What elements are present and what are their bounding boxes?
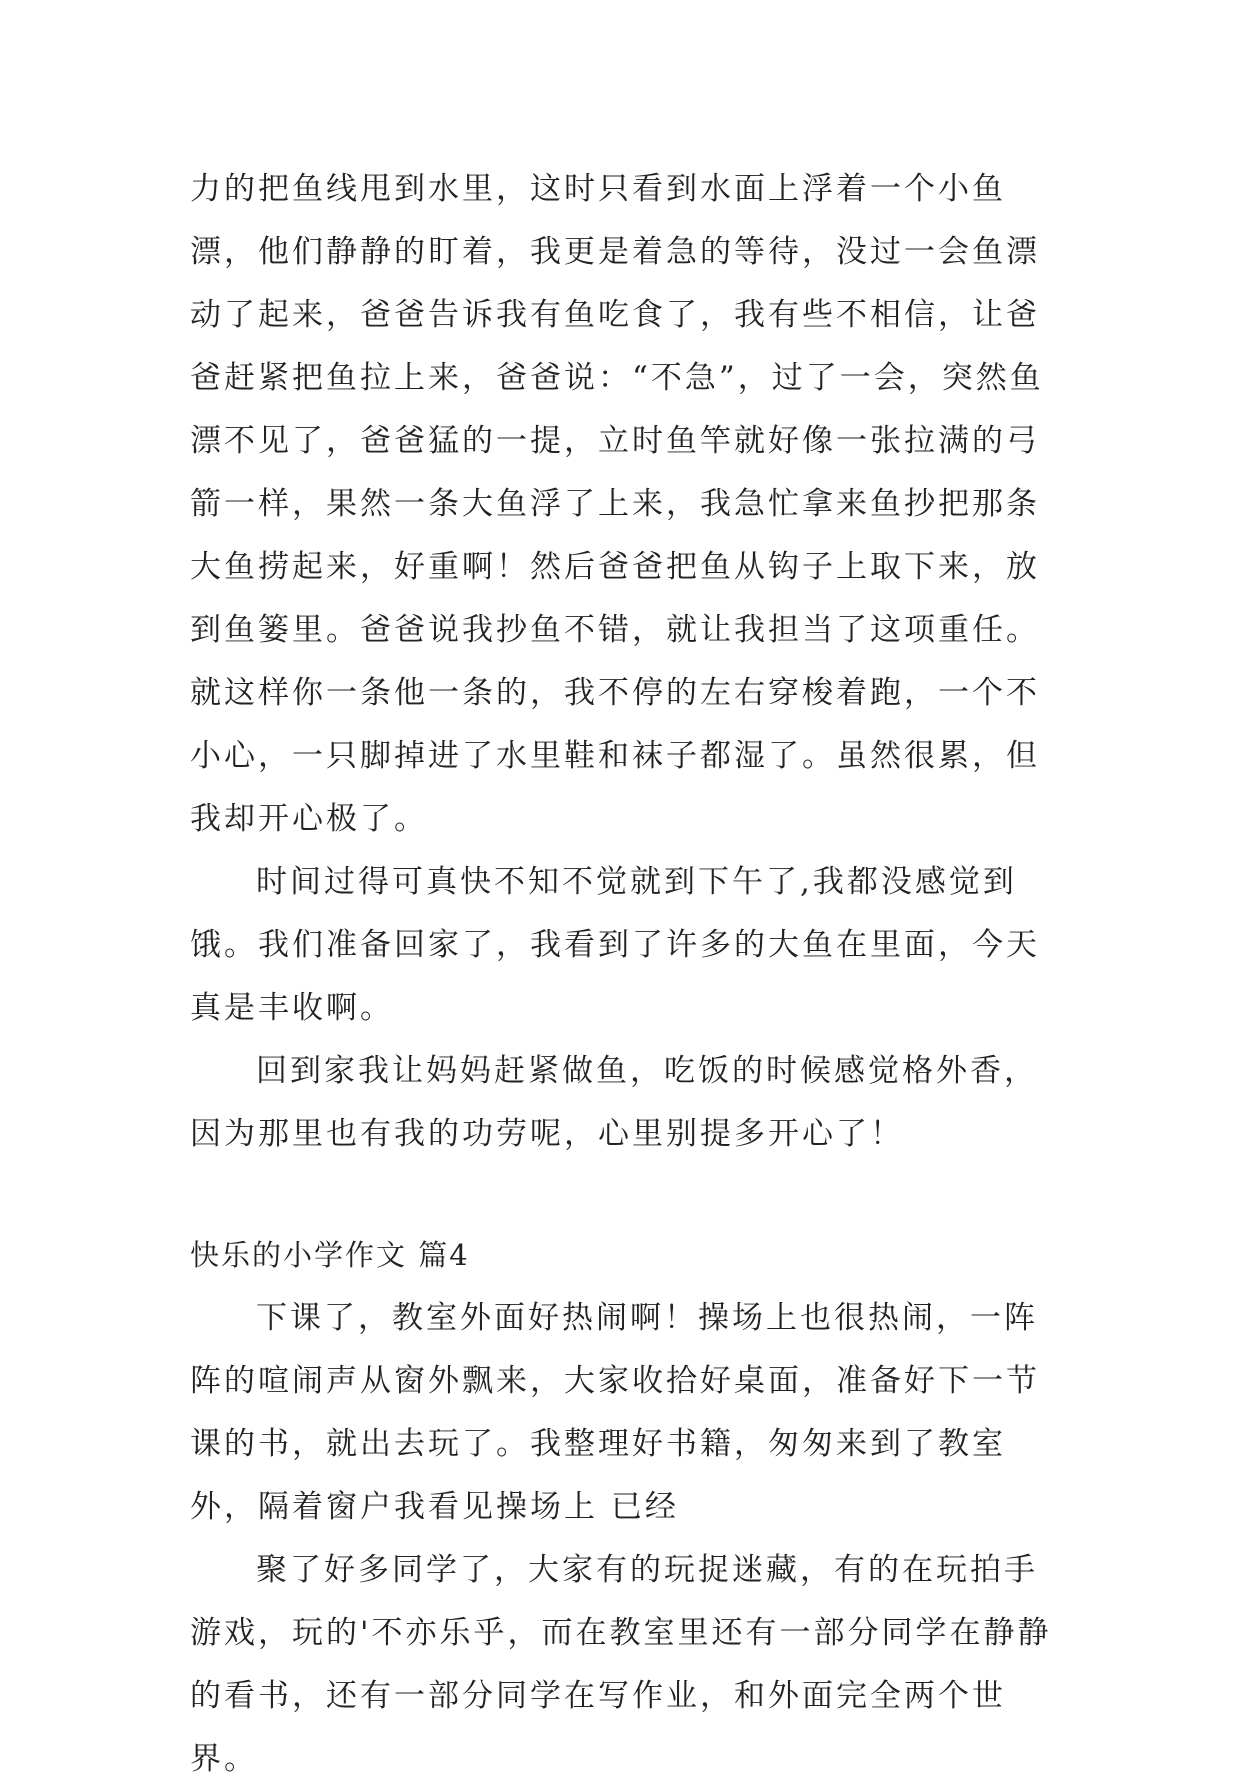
paragraph-afternoon: 时间过得可真快不知不觉就到下午了,我都没感觉到饿。我们准备回家了，我看到了许多的大鱼在里面，今天真是丰收啊。 — [190, 864, 1040, 1026]
paragraph-back-home: 回到家我让妈妈赶紧做鱼，吃饭的时候感觉格外香，因为那里也有我的功劳呢，心里别提多开心了！ — [190, 1053, 1038, 1152]
paragraph-after-class: 下课了，教室外面好热闹啊！操场上也很热闹，一阵阵的喧闹声从窗外飘来，大家收拾好桌面，准备好下一节课的书，就出去玩了。我整理好书籍，匆匆来到了教室外，隔着窗户我看见操场上 已经 — [190, 1300, 1040, 1525]
paragraph-playground: 聚了好多同学了，大家有的玩捉迷藏，有的在玩拍手游戏，玩的'不亦乐乎，而在教室里还有一部分同学在静静的看书，还有一部分同学在写作业，和外面完全两个世界。 — [190, 1552, 1052, 1777]
paragraph-fishing-continued: 力的把鱼线甩到水里，这时只看到水面上浮着一个小鱼漂，他们静静的盯着，我更是着急的等待，没过一会鱼漂动了起来，爸爸告诉我有鱼吃食了，我有些不相信，让爸爸赶紧把鱼拉上来，爸爸说：“不急”，过了一会，突然鱼漂不见了，爸爸猛的一提，立时鱼竿就好像一张拉满的弓箭一样，果然一条大鱼浮了上来，我急忙拿来鱼抄把那条大鱼捞起来，好重啊！然后爸爸把鱼从钩子上取下来，放到鱼篓里。爸爸说我抄鱼不错，就让我担当了这项重任。就这样你一条他一条的，我不停的左右穿梭着跑，一个不小心，一只脚掉进了水里鞋和袜子都湿了。虽然很累，但我却开心极了。 — [190, 171, 1044, 837]
section-heading: 快乐的小学作文 篇4 — [190, 1238, 470, 1272]
document-body — [190, 158, 1070, 1791]
